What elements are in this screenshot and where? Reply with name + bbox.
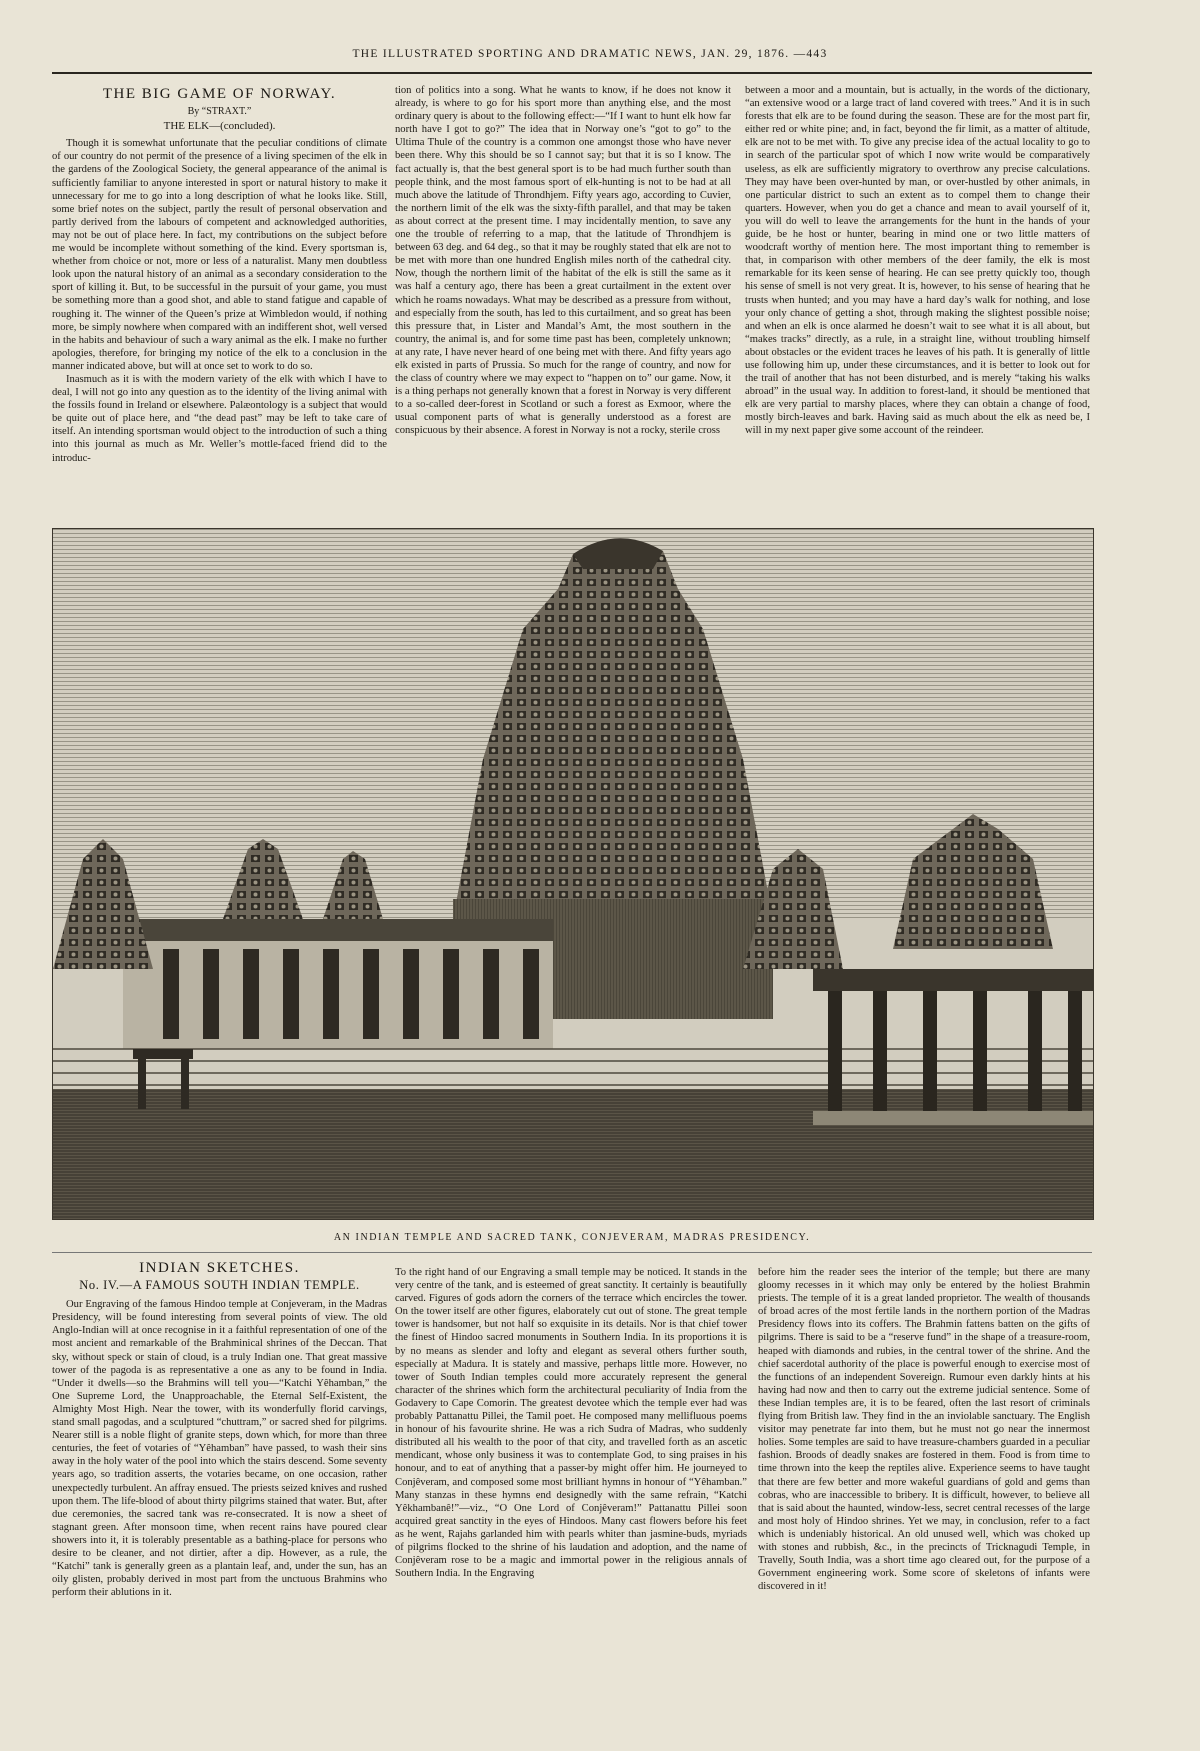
- article1-byline: By “STRAXT.”: [187, 106, 252, 118]
- article1-col1-para: Though it is somewhat unfortunate that the peculiar conditions of climate of our country do not permit of the presence of a living specimen of the elk in the gardens of the Zoological Society, the general appearance of the animal is sufficiently familiar to anyone interested in sport or natural history to make it unnecessary for me to go into a long description of what he looks like. Still, some brief notes on the subject, partly the result of personal observation and partly derived from the labours of competent and acknowledged authorities, may not be out of place here. In fact, my contributions on the subject before me would be incomplete without something of the kind. Every sportsman is, whether from choice or not, more or less of a naturalist. Many men doubtless look upon the natural history of an animal as a secondary consideration to the sport of killing it. But, to be successful in the pursuit of your game, you must be something more than a good shot, and able to stand fatigue and capable of roughing it. The winner of the Queen’s prize at Wimbledon would, if nothing more, be simply nowhere when compared with an indifferent shot, well versed in the habits and behaviour of such a wary animal as the elk. I make no further apologies, therefore, for bringing my notice of the elk to a conclusion in the manner indicated above, but will at once set to work to do so.: [52, 138, 387, 372]
- article1-title: THE BIG GAME OF NORWAY.: [102, 86, 337, 102]
- article1-column-2: [395, 84, 731, 518]
- article1-subtitle: THE ELK—(concluded).: [163, 120, 276, 133]
- article1-col3-para: between a moor and a mountain, but is actually, in the words of the dictionary, “an extensive wood or a large tract of land covered with trees.” And it is in such forests that elk are to be found during the season. These are for the most part fir, either red or white pine; and, in fact, beyond the fir limit, as a matter of altitude, elk are not to be met with. To give any precise idea of the actual locality to go to in search of the particular spot of which I now write would be comparatively useless, as elk are sufficiently migratory to overthrow any precise calculations. They may have been over-hunted by man, or over-hustled by other animals, in one particular district to such an extent as to compel them to change their quarters. However, when you do get a chance and mean to avail yourself of it, you will do well to leave the arrangements for the hunt in the hands of your guide, be he host or hunter, bearing in mind one or two little matters of woodcraft worthy of mention here. The most important thing to remember is that, in comparison with other members of the deer family, the elk is most remarkable for its keen sense of hearing. He can see pretty quickly too, though his sense of smell is not very great. It is, however, to his sense of hearing that he trusts when hunted; and you may have a hard day’s walk for nothing, and lose your only chance of getting a shot, through making the slightest possible noise; and when an elk is once alarmed he doesn’t wait to see what it is all about, but “makes tracks” directly, as a rule, in a straight line, without troubling himself about obstacles or the evident traces he leaves of his path. It is generally of little use following him up, under these circumstances, and it is better to look out for the trail of another that has not been disturbed, and is merely “taking his walks abroad” in the usual way. In addition to forest-land, it should be mentioned that elk are very partial to marshy places, where they can obtain a change of food, mostly birch-leaves and bark. Having said as much about the elk as need be, I will in my next paper give some account of the reindeer.: [745, 85, 1090, 437]
- header-rule: [52, 72, 1092, 74]
- page-header: THE ILLUSTRATED SPORTING AND DRAMATIC NEWS, JAN. 29, 1876. —443: [352, 48, 828, 60]
- article2-column-3: [758, 1266, 1090, 1742]
- article1-col1-para: Inasmuch as it is with the modern variety of the elk with which I have to deal, I will not go into any question as to the identity of the living animal with the fossils found in Ireland or elsewhere. Palæontology is a subject that would be quite out of place here, and “the dead past” may be left to take care of itself. An intending sportsman would object to the introduction of such a thing into this journal as much as Mr. Weller’s mottle-faced friend did to the introduc-: [52, 373, 387, 464]
- article2-col3-para: before him the reader sees the interior of the temple; but there are many gloomy recesses in it which may only be entered by the holiest Brahmin priests. The temple of it is a great landed proprietor. The wealth of thousands of broad acres of the most fertile lands in the northern portion of the Madras Presidency flows into its coffers. The Brahmin fattens batten on the gifts of pilgrims. There is said to be a “reserve fund” in the shape of a treasure-room, heaped with diamonds and rubies, in the central tower of the shrine. And the chief sacerdotal authority of the place is powerful enough to exercise most of the functions of an independent Sovereign. Rumour even darkly hints at his having had now and then to carry out the extreme judicial sentence. Some of these Indian temples are, it is to be feared, often the last resort of criminals flying from British law. They find in the an inviolable sanctuary. The English visitor may penetrate far into them, but he must not go near the innermost holies. Some temples are said to have treasure-chambers guarded in a peculiar fashion. Broods of deadly snakes are fostered in them. Food is from time to time thrown into the keep the reptiles alive. Experience seems to have taught that there are few better and more wakeful guardians of gold and gems than cobras, who are inaccessible to bribery. It is difficult, however, to believe all that is said about the haunted, window-less, secret central recesses of the large and most holy of Hindoo shrines. Yet we may, in conclusion, refer to a fact which is undeniably historical. An old unused well, which was choked up with stones and rubbish, &c., in the precincts of Tricknagudi Temple, in Travelly, South India, was a short time ago cleared out, for the purpose of a Government engineering work. Some score of skeletons of infants were discovered in it!: [758, 1267, 1090, 1593]
- article1-col2-para: tion of politics into a song. What he wants to know, if he does not know it already, is where to go for his sport more than anything else, and the most ordinary query is about to the following effect:—“If I want to hunt elk how far north have I got to go?” The idea that in Norway one’s “got to go” to the Ultima Thule of the country is a common one amongst those who have never been there. Why this should be so I cannot say; but that it is so I know. The fact actually is, that the best general sport is to be had much further south than people think, and the most famous sport of elk-hunting is not to be had at all much above the latitude of Throndhjem. Fifty years ago, according to Cuvier, the northern limit of the elk was the sixty-fifth parallel, and that may be taken as about correct at the present time. I may incidentally mention, to save any one the trouble of referring to a map, that the latitude of Throndhjem is between 63 deg. and 64 deg., so that it may be roughly stated that elk are not to be met with more than one hundred English miles north of the cathedral city. Now, though the northern limit of the habitat of the elk is still the same as it was half a century ago, there has been a great curtailment in the extent over which he roams nowadays. What may be described as a pressure from without, and especially from the south, has led to this curtailment, and so great has been this pressure that, in Lister and Mandal’s Amt, the most southern in the country, the animal is, and for some time past has been, completely unknown; at any rate, I have never heard of one being met with there. And fifty years ago elk existed in parts of Prussia. So much for the range of country, and now for the class of country where we may expect to “happen on to” our game. Now, it is a thing perhaps not generally known that a forest in Norway is very different to a so-called deer-forest in Scotland or such a forest as Exmoor, where the usual component parts of what is generally understood as a forest are conspicuous by their absence. A forest in Norway is not a rocky, sterile cross: [395, 85, 731, 437]
- article2-column-2: [395, 1266, 747, 1742]
- caption-rule: [52, 1252, 1092, 1253]
- article2-subhead: No. IV.—A FAMOUS SOUTH INDIAN TEMPLE.: [79, 1278, 360, 1293]
- article1-column-1: [52, 80, 387, 518]
- temple-engraving-image: [53, 529, 1093, 1219]
- article2-col2-para: To the right hand of our Engraving a small temple may be noticed. It stands in the very centre of the tank, and is esteemed of great sanctity. It certainly is beautifully carved. Figures of gods adorn the corners of the terrace which encircles the tower. On the tower itself are other figures, elaborately cut out of stone. The great temple tower is handsomer, but not half so exquisite in its details. Nor is that chief tower the finest of Hindoo sacred monuments in Southern India. In its proportions it is by no means as slender and lofty and elegant as several others further south, especially at Madura. It is stately and massive, perhaps little more. However, no tower of South Indian temples could more accurately represent the general character of the shrines which form the architectural peculiarity of India from the Godavery to Cape Comorin. The greatest devotee which the temple ever had was probably Pattanattu Pillei, the Tamil poet. He composed many mellifluous poems in honour of his favourite shrine. He was a rich Sudra of Madras, who suddenly distributed all his wealth to the poor of that city, and travelled forth as an ascetic mendicant, whose only business it was to contemplate God, to sing praises in his honour, and to eat of anything that a passer-by might offer him. He journeyed to Conjêveram, and composed some most brilliant hymns in honour of “Yêhamban.” Many stanzas in these hymns end designedly with the same refrain, “Katchi Yêkhambanê!”—viz., “O One Lord of Conjêveram!” Pattanattu Pillei soon acquired great sanctity in the eyes of Hindoos. Many cast flowers before his feet as he went, Rajahs garlanded him with pearls whiter than jasmine-buds, myriads of pilgrims flocked to the shrine of his laudation and adoption, and the name of Conjêveram rose to be a magic and immortal power in the religious annals of Southern India. In the Engraving: [395, 1267, 747, 1580]
- article1-column-3: [745, 84, 1090, 518]
- engraving-caption: AN INDIAN TEMPLE AND SACRED TANK, CONJEVERAM, MADRAS PRESIDENCY.: [333, 1232, 811, 1243]
- temple-engraving: [52, 528, 1094, 1220]
- article2-title: INDIAN SKETCHES.: [139, 1262, 300, 1276]
- article2-column-1: [52, 1262, 387, 1742]
- article2-col1-para: Our Engraving of the famous Hindoo temple at Conjeveram, in the Madras Presidency, will be found interesting from several points of view. The old Anglo-Indian will at once recognise in it a faithful representation of one of the most ancient and remarkable of the Brahminical shrines of the Deccan. That sky, without speck or stain of cloud, is a truly Indian one. That great massive tower of the pagoda is as representative a one as any to be found in India. “Under it dwells—so the Brahmins will tell you—“Katchi Yêhamban,” the One Supreme Lord, the Unapproachable, the Eternal Self-Existent, the Almighty Most High. Near the tower, with its wonderfully florid carvings, stand small pagodas, and a sculptured “chuttram,” or sacred shed for pilgrims. Nearer still is a noble flight of granite steps, down which, for more than three centuries, the feet of votaries of “Yêhamban” have passed, to wash their sins away in the holy water of the pool into which the stairs descend. Some seventy years ago, so tradition asserts, the votaries became, on one occasion, rather unexpectedly turbulent. An affray ensued. The priests seized knives and rushed upon them. The life-blood of about thirty pilgrims stained that water. But, after due ceremonies, the sacred tank was re-consecrated. It is now a sheet of stagnant green. After monsoon time, when recent rains have poured clear showers into it, it is tolerably presentable as a bathing-place for persons who desire to be cleaner, and not dirtier, after a dip. However, as a rule, the “Katchi” tank is generally green as a plantain leaf, and, under the sun, has an oily glisten, probably derived in most part from the unctuous Brahmins who perform their ablutions in it.: [52, 1299, 387, 1599]
